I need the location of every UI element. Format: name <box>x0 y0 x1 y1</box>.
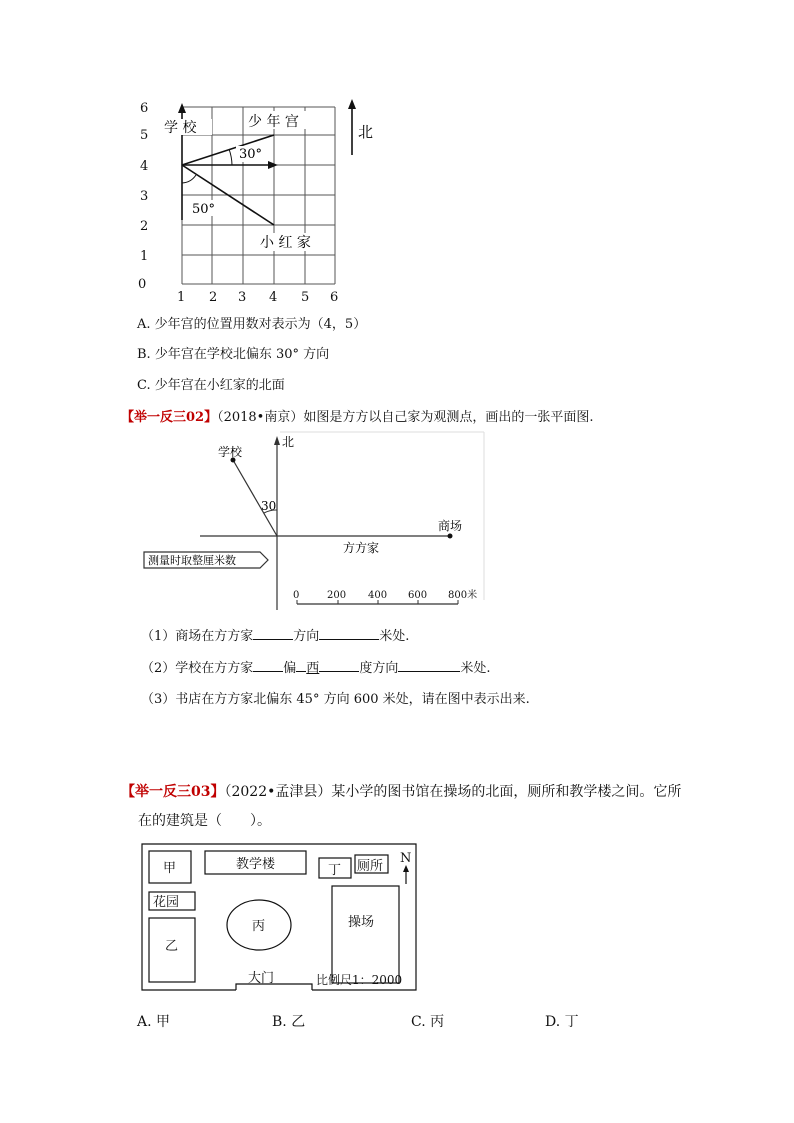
y-tick: 2 <box>140 219 149 234</box>
angle-label: 30 <box>261 499 277 513</box>
q2-sub1: （1）商场在方方家 方向 米处. <box>141 629 410 644</box>
q3-option-a[interactable]: A. 甲 <box>137 1014 171 1030</box>
north-label: 北 <box>282 435 295 449</box>
answer-blank[interactable] <box>253 627 293 640</box>
x-tick: 3 <box>238 290 247 305</box>
scale-tick: 800米 <box>448 590 478 601</box>
q1-grid-figure <box>130 95 390 307</box>
north-label: N <box>400 851 412 866</box>
y-tick: 5 <box>140 128 149 143</box>
q3-prompt-line1: 某小学的图书馆在操场的北面，厕所和教学楼之间。它所 <box>331 784 682 800</box>
y-tick: 4 <box>140 159 149 174</box>
y-tick: 6 <box>140 101 149 116</box>
q3-map-figure <box>140 842 420 994</box>
answer-blank[interactable] <box>253 659 283 672</box>
x-tick: 5 <box>301 290 310 305</box>
q3-prompt-line2: 在的建筑是（ ）。 <box>138 813 271 829</box>
ding-label: 丁 <box>328 863 342 878</box>
callout-text: 测量时取整厘米数 <box>148 554 236 567</box>
x-tick: 2 <box>209 290 218 305</box>
mall-label: 商场 <box>438 519 463 533</box>
q3-option-c[interactable]: C. 丙 <box>411 1014 445 1030</box>
angle-30-label: 30° <box>239 147 263 162</box>
xiaohong-home-label: 小 红 家 <box>260 235 311 251</box>
school-label: 学校 <box>218 445 243 459</box>
scale-tick: 600 <box>408 590 428 601</box>
q3-header <box>121 781 681 801</box>
q3-source: （2022•孟津县） <box>224 784 332 800</box>
q2-prompt: 如图是方方以自己家为观测点，画出的一张平面图. <box>303 410 594 425</box>
scale-label: 比例尺1：2000 <box>316 973 403 987</box>
bing-label: 丙 <box>252 919 266 934</box>
y-tick: 0 <box>138 277 147 292</box>
answer-blank[interactable] <box>319 627 379 640</box>
x-tick: 1 <box>177 290 186 305</box>
q2-tag: 【举一反三02】 <box>121 410 218 425</box>
answer-blank[interactable] <box>296 659 306 672</box>
q1-option-c[interactable]: C. 少年宫在小红家的北面 <box>137 378 285 393</box>
gate-label: 大门 <box>248 971 275 986</box>
playground-label: 操场 <box>348 915 375 930</box>
q3-option-b[interactable]: B. 乙 <box>272 1014 306 1030</box>
yi-label: 乙 <box>165 939 179 954</box>
y-tick: 1 <box>140 249 149 264</box>
north-label: 北 <box>358 123 374 141</box>
q2-sub2: （2）学校在方方家 偏 西 度方向 米处. <box>141 661 491 676</box>
x-tick: 4 <box>269 290 278 305</box>
q3-tag: 【举一反三03】 <box>121 784 225 800</box>
answer-blank[interactable] <box>319 659 359 672</box>
scale-tick: 0 <box>293 590 300 601</box>
garden-label: 花园 <box>153 895 180 910</box>
y-tick: 3 <box>140 189 149 204</box>
youth-palace-label: 少 年 宫 <box>248 114 299 130</box>
q1-option-a[interactable]: A. 少年宫的位置用数对表示为（4，5） <box>137 317 367 332</box>
angle-50-label: 50° <box>192 202 216 217</box>
scale-tick: 400 <box>368 590 388 601</box>
q2-sub3: （3）书店在方方家北偏东 45° 方向 600 米处，请在图中表示出来. <box>141 692 530 707</box>
q3-option-d[interactable]: D. 丁 <box>545 1014 579 1030</box>
x-tick: 6 <box>330 290 339 305</box>
home-label: 方方家 <box>343 541 380 555</box>
school-label: 学 校 <box>164 120 197 136</box>
q2-map-figure <box>140 430 485 615</box>
toilet-label: 厕所 <box>357 859 384 874</box>
teaching-building-label: 教学楼 <box>236 857 276 872</box>
q2-source: （2018•南京） <box>217 410 304 425</box>
answer-blank[interactable] <box>398 659 460 672</box>
q1-option-b[interactable]: B. 少年宫在学校北偏东 30° 方向 <box>137 347 330 362</box>
scale-tick: 200 <box>327 590 347 601</box>
mall-point <box>448 534 453 539</box>
jia-label: 甲 <box>163 861 177 876</box>
q2-header <box>121 406 594 425</box>
